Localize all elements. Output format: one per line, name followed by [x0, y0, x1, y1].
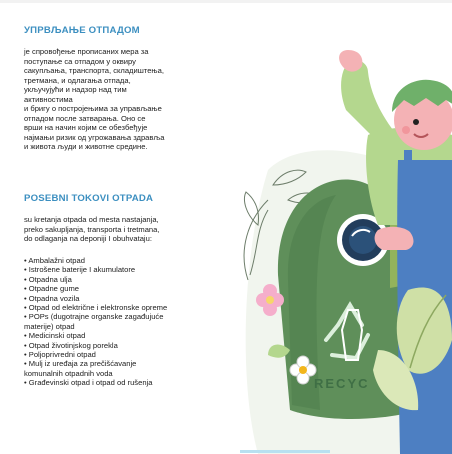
waste-streams-list: [24, 256, 167, 388]
list-item: • Otpadna vozila: [24, 293, 80, 303]
list-item: • Otpadna ulja: [24, 274, 72, 284]
recycling-illustration: [228, 50, 452, 454]
section-title-special-waste-streams: POSEBNI TOKOVI OTPADA: [24, 193, 154, 204]
list-item: • Otpad životinjskog porekla: [24, 340, 118, 350]
raised-hand: [339, 50, 362, 72]
list-item: • Otpadne gume: [24, 284, 80, 294]
section-text-waste-management: је спровођење прописаних мера за поступање са отпадом у оквиру сакупљања, транспорта, складиштења, третмана, и одлагања отпада, укључујући и надзор над тим активностима и бригу о постројењима за управљање отпадом после затварања. Оно се врши на начин којим се обезбеђује најмањи ризик од угрожавања здравља и живота људи и животне средине.: [24, 47, 165, 151]
list-item: • POPs (dugotrajne organske zagađujuće materije) otpad: [24, 312, 164, 331]
list-item: • Ambalažni otpad: [24, 256, 85, 265]
section-title-waste-management: УПРВЉАЊЕ ОТПАДОМ: [24, 25, 140, 36]
list-item: • Građevinski otpad i otpad od rušenja: [24, 378, 153, 388]
section-text-special-waste-streams: su kretanja otpada od mesta nastajanja, preko sakupljanja, transporta i tretmana, do odlaganja na deponiji I obuhvataju:: [24, 215, 160, 243]
bin-label: RECYC: [314, 376, 370, 391]
top-divider: [0, 0, 452, 3]
list-item: • Mulj iz uređaja za prečišćavanje komunalnih otpadnih voda: [24, 359, 137, 378]
list-item: • Medicinski otpad: [24, 331, 86, 341]
list-item: • Istrošene baterije I akumulatore: [24, 265, 136, 275]
list-item: • Poljoprivredni otpad: [24, 350, 96, 360]
bottom-accent-bar: [240, 450, 330, 453]
list-item: • Otpad od električne i elektronske opreme: [24, 303, 168, 313]
